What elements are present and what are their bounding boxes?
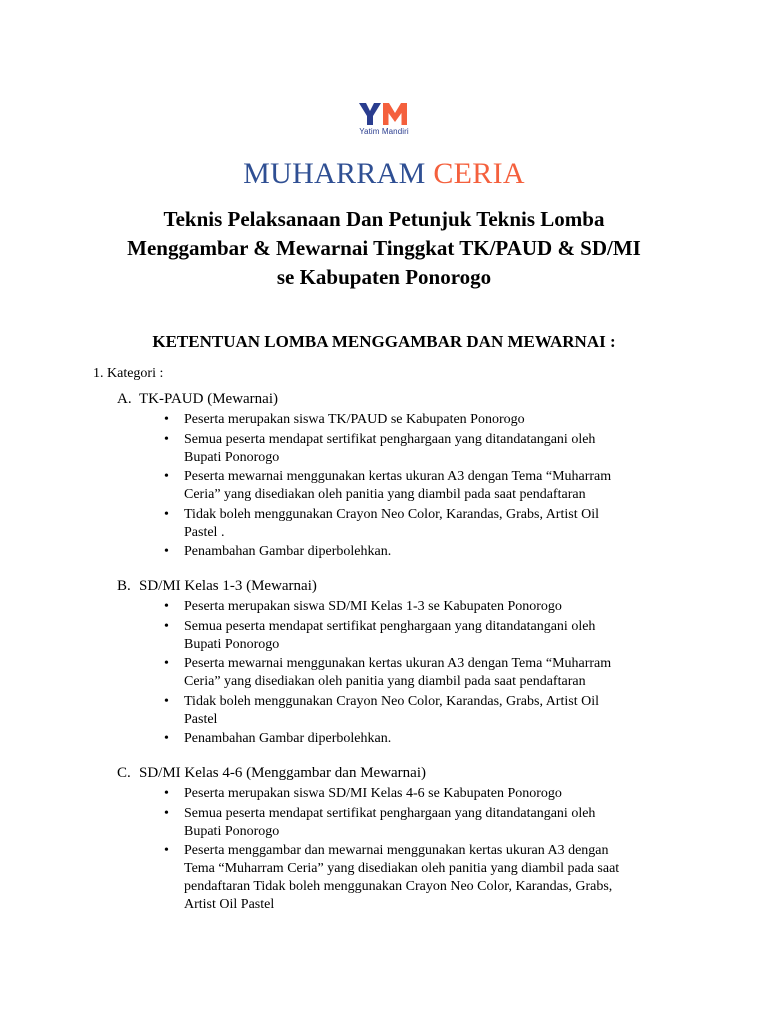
category-b — [117, 577, 317, 596]
bullet-icon: • — [164, 506, 169, 522]
list-item: • Peserta merupakan siswa SD/MI Kelas 4-6 se Kabupaten Ponorogo — [164, 786, 562, 801]
category-c — [117, 764, 426, 783]
bullet-icon: • — [164, 412, 169, 427]
subtitle — [60, 205, 708, 292]
bullet-icon: • — [164, 805, 169, 821]
category-label: SD/MI Kelas 4-6 (Menggambar dan Mewarnai) — [139, 765, 426, 781]
bullet-icon: • — [164, 469, 169, 484]
list-item: • Semua peserta mendapat sertifikat penghargaan yang ditandatangani oleh Bupati Ponorogo — [164, 431, 596, 465]
title-part-ceria: CERIA — [433, 157, 525, 190]
category-a-items — [164, 411, 684, 563]
list-item: • Peserta merupakan siswa TK/PAUD se Kabupaten Ponorogo — [164, 412, 525, 427]
subtitle-line-2: Menggambar & Mewarnai Tinggkat TK/PAUD & SD/MI — [127, 236, 641, 260]
list-item: • Tidak boleh menggunakan Crayon Neo Color, Karandas, Grabs, Artist Oil Pastel — [164, 693, 599, 727]
section-heading: KETENTUAN LOMBA MENGGAMBAR DAN MEWARNAI : — [152, 332, 616, 351]
list-item: • Peserta mewarnai menggunakan kertas ukuran A3 dengan Tema “Muharram Ceria” yang disediakan oleh panitia yang diambil pada saat pendaftaran — [164, 469, 612, 502]
title-part-muharram: MUHARRAM — [243, 157, 426, 190]
bullet-icon: • — [164, 544, 169, 559]
category-b-items — [164, 598, 684, 750]
bullet-icon: • — [164, 656, 169, 671]
page-title — [0, 156, 768, 192]
bullet-icon: • — [164, 731, 169, 746]
ym-logo-mark — [357, 100, 411, 128]
bullet-icon: • — [164, 786, 169, 801]
list-item: • Peserta mewarnai menggunakan kertas ukuran A3 dengan Tema “Muharram Ceria” yang disediakan oleh panitia yang diambil pada saat pendaftaran — [164, 656, 612, 689]
bullet-icon: • — [164, 693, 169, 709]
category-letter: B. — [117, 578, 131, 594]
bullet-icon: • — [164, 843, 169, 858]
category-c-items — [164, 785, 684, 916]
list-item: • Tidak boleh menggunakan Crayon Neo Color, Karandas, Grabs, Artist Oil Pastel . — [164, 506, 599, 540]
category-label: TK-PAUD (Mewarnai) — [139, 391, 278, 407]
list-item: • Peserta merupakan siswa SD/MI Kelas 1-3 se Kabupaten Ponorogo — [164, 599, 562, 614]
list-item: • Penambahan Gambar diperbolehkan. — [164, 544, 392, 559]
bullet-icon: • — [164, 599, 169, 614]
yatim-mandiri-logo — [357, 100, 411, 138]
category-a — [117, 390, 278, 409]
logo-text: Yatim Mandiri — [359, 127, 409, 136]
kategori-label: 1. Kategori : — [93, 366, 164, 381]
list-item: • Peserta menggambar dan mewarnai menggunakan kertas ukuran A3 dengan Tema “Muharram Ceria” yang disediakan oleh panitia yang diambil pada saat pendaftaran Tidak boleh menggunakan Crayon Neo Color, Karandas, Grabs, Artist Oil Pastel — [164, 843, 620, 912]
category-letter: A. — [117, 391, 132, 407]
bullet-icon: • — [164, 618, 169, 634]
subtitle-line-3: se Kabupaten Ponorogo — [276, 265, 492, 289]
category-label: SD/MI Kelas 1-3 (Mewarnai) — [139, 578, 317, 594]
list-item: • Semua peserta mendapat sertifikat penghargaan yang ditandatangani oleh Bupati Ponorogo — [164, 805, 596, 839]
subtitle-line-1: Teknis Pelaksanaan Dan Petunjuk Teknis Lomba — [163, 207, 605, 231]
category-letter: C. — [117, 765, 131, 781]
list-item: • Penambahan Gambar diperbolehkan. — [164, 731, 392, 746]
list-item: • Semua peserta mendapat sertifikat penghargaan yang ditandatangani oleh Bupati Ponorogo — [164, 618, 596, 652]
bullet-icon: • — [164, 431, 169, 447]
